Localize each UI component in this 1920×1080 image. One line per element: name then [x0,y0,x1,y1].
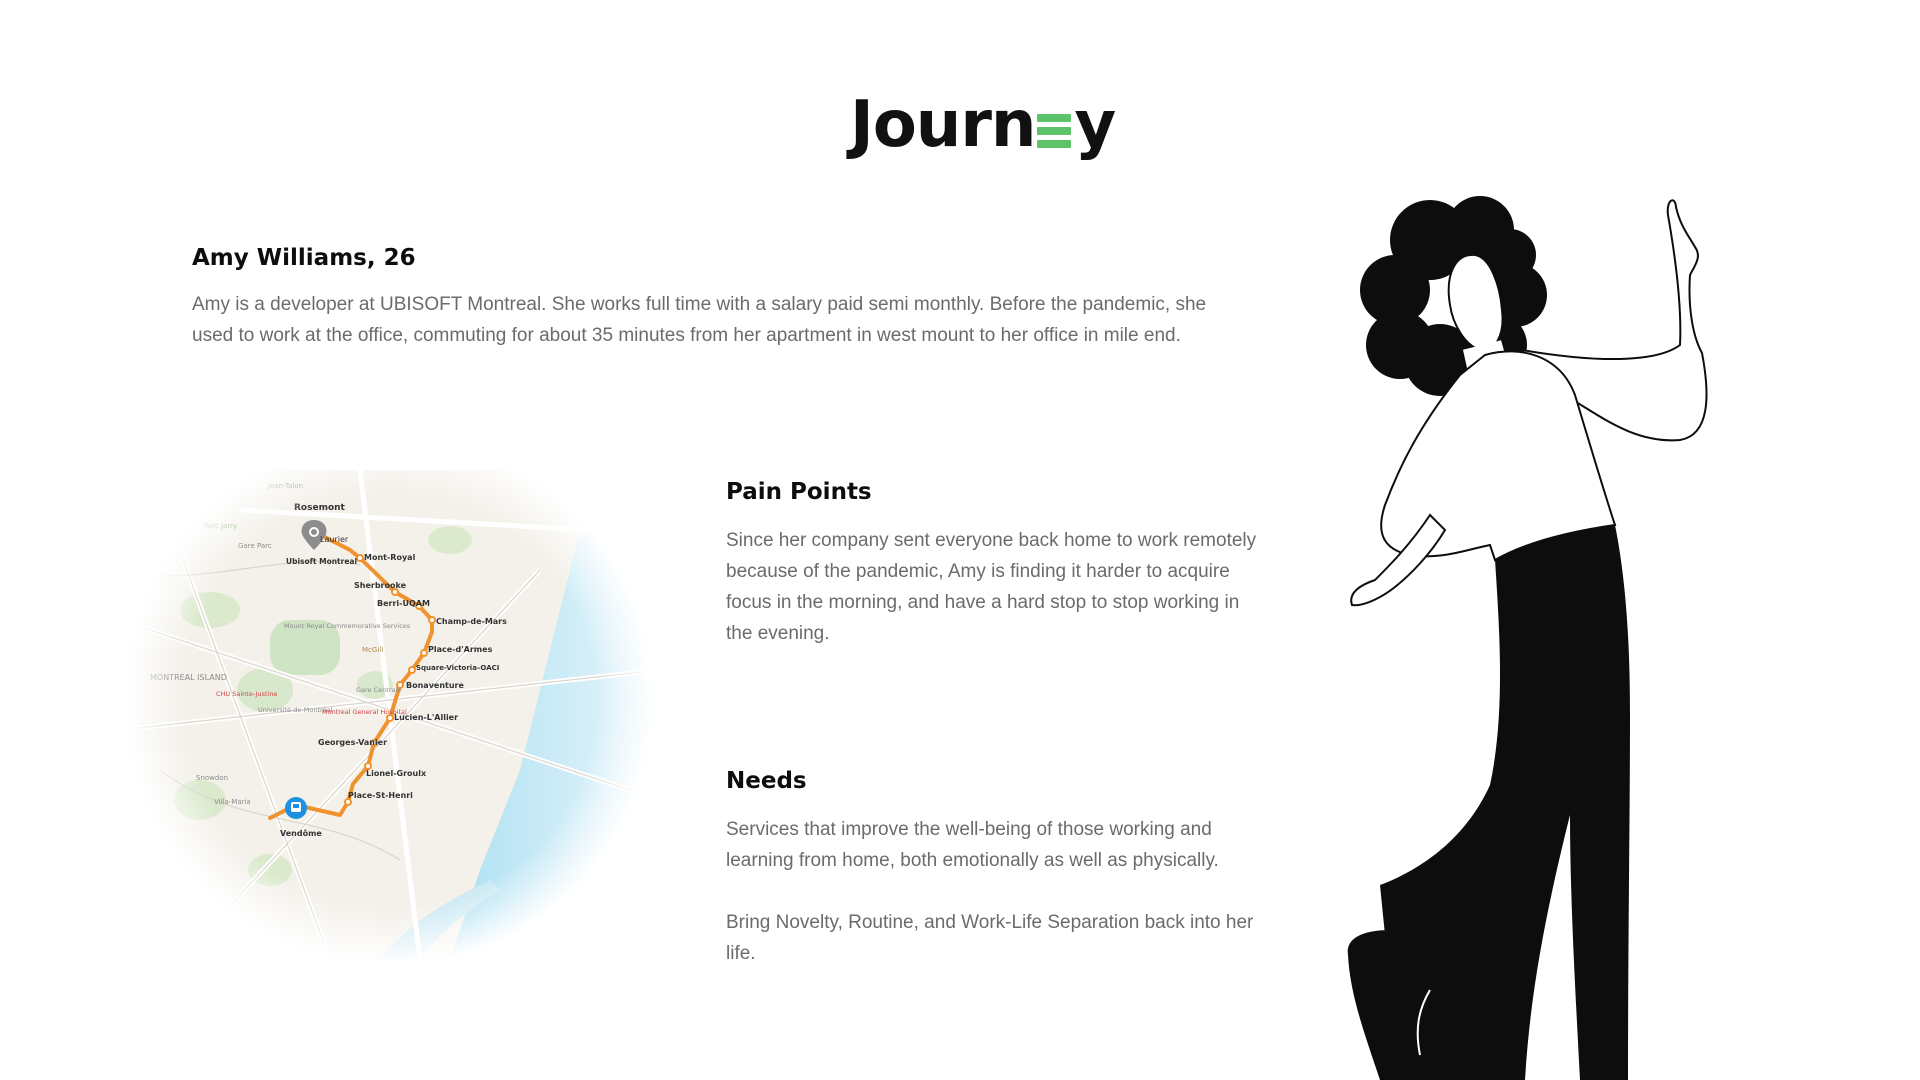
needs-text-novelty: Bring Novelty, Routine, and Work-Life Separation back into her life. [726,912,1254,964]
persona-name: Amy Williams, 26 [192,245,416,271]
journey-logo [850,90,1115,160]
persona-illustration [1290,195,1830,1080]
needs-title: Needs [726,768,807,794]
pain-points-text: Since her company sent everyone back home to work remotely because of the pandemic, Amy is finding it harder to acquire focus in the morning, and have a hard stop to stop working in the evening. [726,530,1257,644]
logo-text-end: y [1074,88,1116,162]
needs-text-wellbeing: Services that improve the well-being of those working and learning from home, both emotionally as well as physically. [726,819,1219,871]
persona-description: Amy is a developer at UBISOFT Montreal. She works full time with a salary paid semi monthly. Before the pandemic, she used to work at the office, commuting for about 35 minutes from her apartment in west mount to her office in mile end. [192,294,1207,346]
commute-map [120,470,660,960]
logo-e-mark-icon [1037,112,1071,148]
pain-points-title: Pain Points [726,479,872,505]
logo-text-start: Journ [850,88,1036,162]
